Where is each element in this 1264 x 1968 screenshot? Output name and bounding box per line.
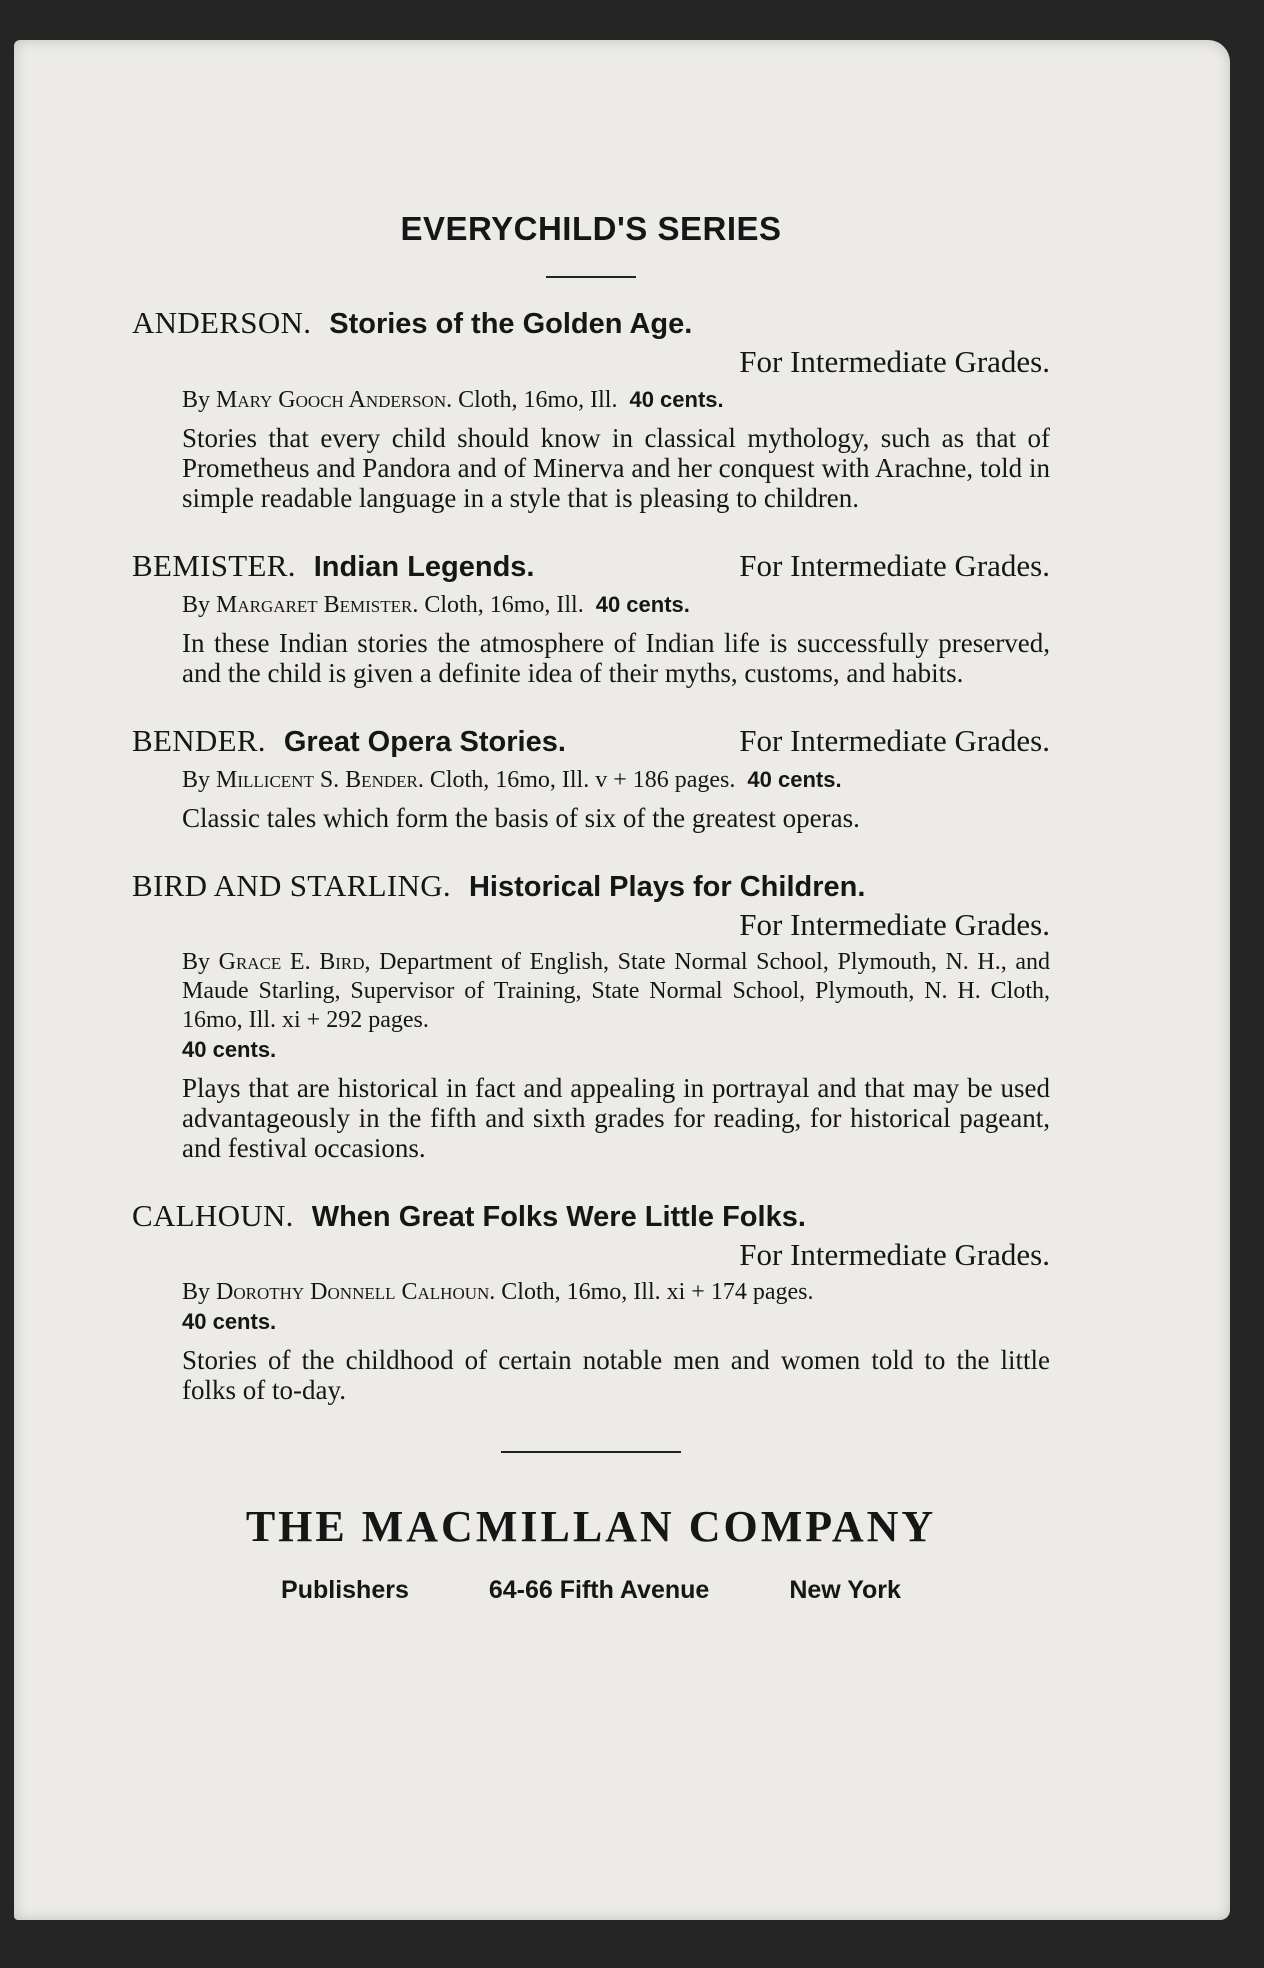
catalog-sheet: [132, 210, 1050, 1605]
entry-author: CALHOUN.: [132, 1198, 294, 1233]
entry-body: [182, 1278, 1050, 1405]
byline-details: Cloth, 16mo, Ill. xi + 174 pages.: [501, 1279, 814, 1305]
entry-grade: For Intermediate Grades.: [739, 723, 1050, 758]
entry-price: 40 cents.: [747, 767, 842, 792]
byline-contributor: Millicent S. Bender.: [216, 767, 424, 793]
byline-contributor: Margaret Bemister.: [216, 592, 419, 618]
entry-price: 40 cents.: [182, 1309, 277, 1334]
byline-by: By: [182, 767, 211, 793]
title-rule: [546, 276, 636, 278]
entry-body: [182, 385, 1050, 513]
book-entry-calhoun: [132, 1197, 1050, 1405]
entry-title: Stories of the Golden Age.: [329, 308, 693, 340]
entry-description: In these Indian stories the atmosphere of Indian life is successfully preserved, and the child is given a definite idea of their myths, customs, and habits.: [182, 628, 1050, 688]
catalog-page: [14, 40, 1230, 1920]
entry-title: Great Opera Stories.: [283, 726, 566, 758]
byline-details: Cloth, 16mo, Ill.: [458, 387, 618, 413]
entry-author: BENDER.: [132, 723, 266, 758]
byline-by: By: [182, 949, 211, 975]
entry-byline: [182, 948, 1050, 1065]
entry-heading: [132, 867, 1050, 906]
byline-details: Cloth, 16mo, Ill.: [424, 592, 584, 618]
book-entry-bird-and-starling: [132, 867, 1050, 1163]
book-entry-anderson: [132, 304, 1050, 513]
entry-description: Plays that are historical in fact and appealing in portrayal and that may be used advantageously in the fifth and sixth grades for reading, for historical pageant, and festival occasions.: [182, 1073, 1050, 1163]
byline-contributor: Mary Gooch Anderson.: [216, 387, 453, 413]
entry-byline: [182, 385, 1050, 415]
entry-author: BIRD AND STARLING.: [132, 868, 451, 903]
publisher-name: THE MACMILLAN COMPANY: [245, 1502, 937, 1551]
entry-title: Indian Legends.: [313, 551, 535, 583]
publisher-address: 64-66 Fifth Avenue: [488, 1576, 710, 1604]
book-entry-bemister: [132, 547, 1050, 688]
entry-title: Historical Plays for Children.: [468, 871, 866, 903]
entry-body: [182, 590, 1050, 688]
entry-heading: [132, 722, 1050, 761]
entry-description: Stories of the childhood of certain notable men and women told to the little folks of to-day.: [182, 1345, 1050, 1405]
series-title: EVERYCHILD'S SERIES: [400, 210, 782, 247]
publisher-rule: [501, 1451, 681, 1453]
byline-by: By: [182, 387, 211, 413]
entry-author: BEMISTER.: [132, 548, 296, 583]
entry-price: 40 cents.: [182, 1037, 277, 1062]
byline-by: By: [182, 592, 211, 618]
entry-description: Classic tales which form the basis of six of the greatest operas.: [182, 803, 860, 833]
byline-by: By: [182, 1279, 211, 1305]
byline-contributor: Dorothy Donnell Calhoun.: [216, 1279, 496, 1305]
byline-contributor: Grace E. Bird,: [218, 949, 371, 975]
byline-details: Cloth, 16mo, Ill. v + 186 pages.: [429, 767, 736, 793]
publisher-role: Publishers: [281, 1576, 409, 1604]
entry-price: 40 cents.: [629, 387, 724, 412]
entry-heading: [132, 547, 1050, 586]
entry-byline: [182, 1278, 1050, 1337]
byline-details: Department of English, State Normal School, Plymouth, N. H., and Maude Starling, Supervisor of Training, State Normal School, Plymouth, N. H. Cloth, 16mo, Ill. xi + 292 pages.: [182, 949, 1051, 1033]
entry-heading: [132, 304, 1050, 343]
entry-grade: For Intermediate Grades.: [739, 548, 1050, 583]
publisher-city: New York: [789, 1576, 901, 1604]
entry-body: [182, 948, 1050, 1163]
entry-byline: [182, 590, 1050, 620]
entry-grade: For Intermediate Grades.: [739, 344, 1050, 379]
entry-author: ANDERSON.: [132, 305, 312, 340]
entry-body: [182, 765, 1050, 833]
entry-grade: For Intermediate Grades.: [739, 907, 1050, 942]
entry-title: When Great Folks Were Little Folks.: [311, 1201, 806, 1233]
entry-heading: [132, 1197, 1050, 1236]
entry-grade: For Intermediate Grades.: [739, 1237, 1050, 1272]
book-entry-bender: [132, 722, 1050, 833]
entry-description: Stories that every child should know in classical mythology, such as that of Prometheus and Pandora and of Minerva and her conquest with Arachne, told in simple readable language in a style that is pleasing to children.: [182, 423, 1050, 513]
entry-price: 40 cents.: [595, 592, 690, 617]
publisher-imprint: [132, 1576, 1050, 1605]
entry-byline: [182, 765, 1050, 795]
